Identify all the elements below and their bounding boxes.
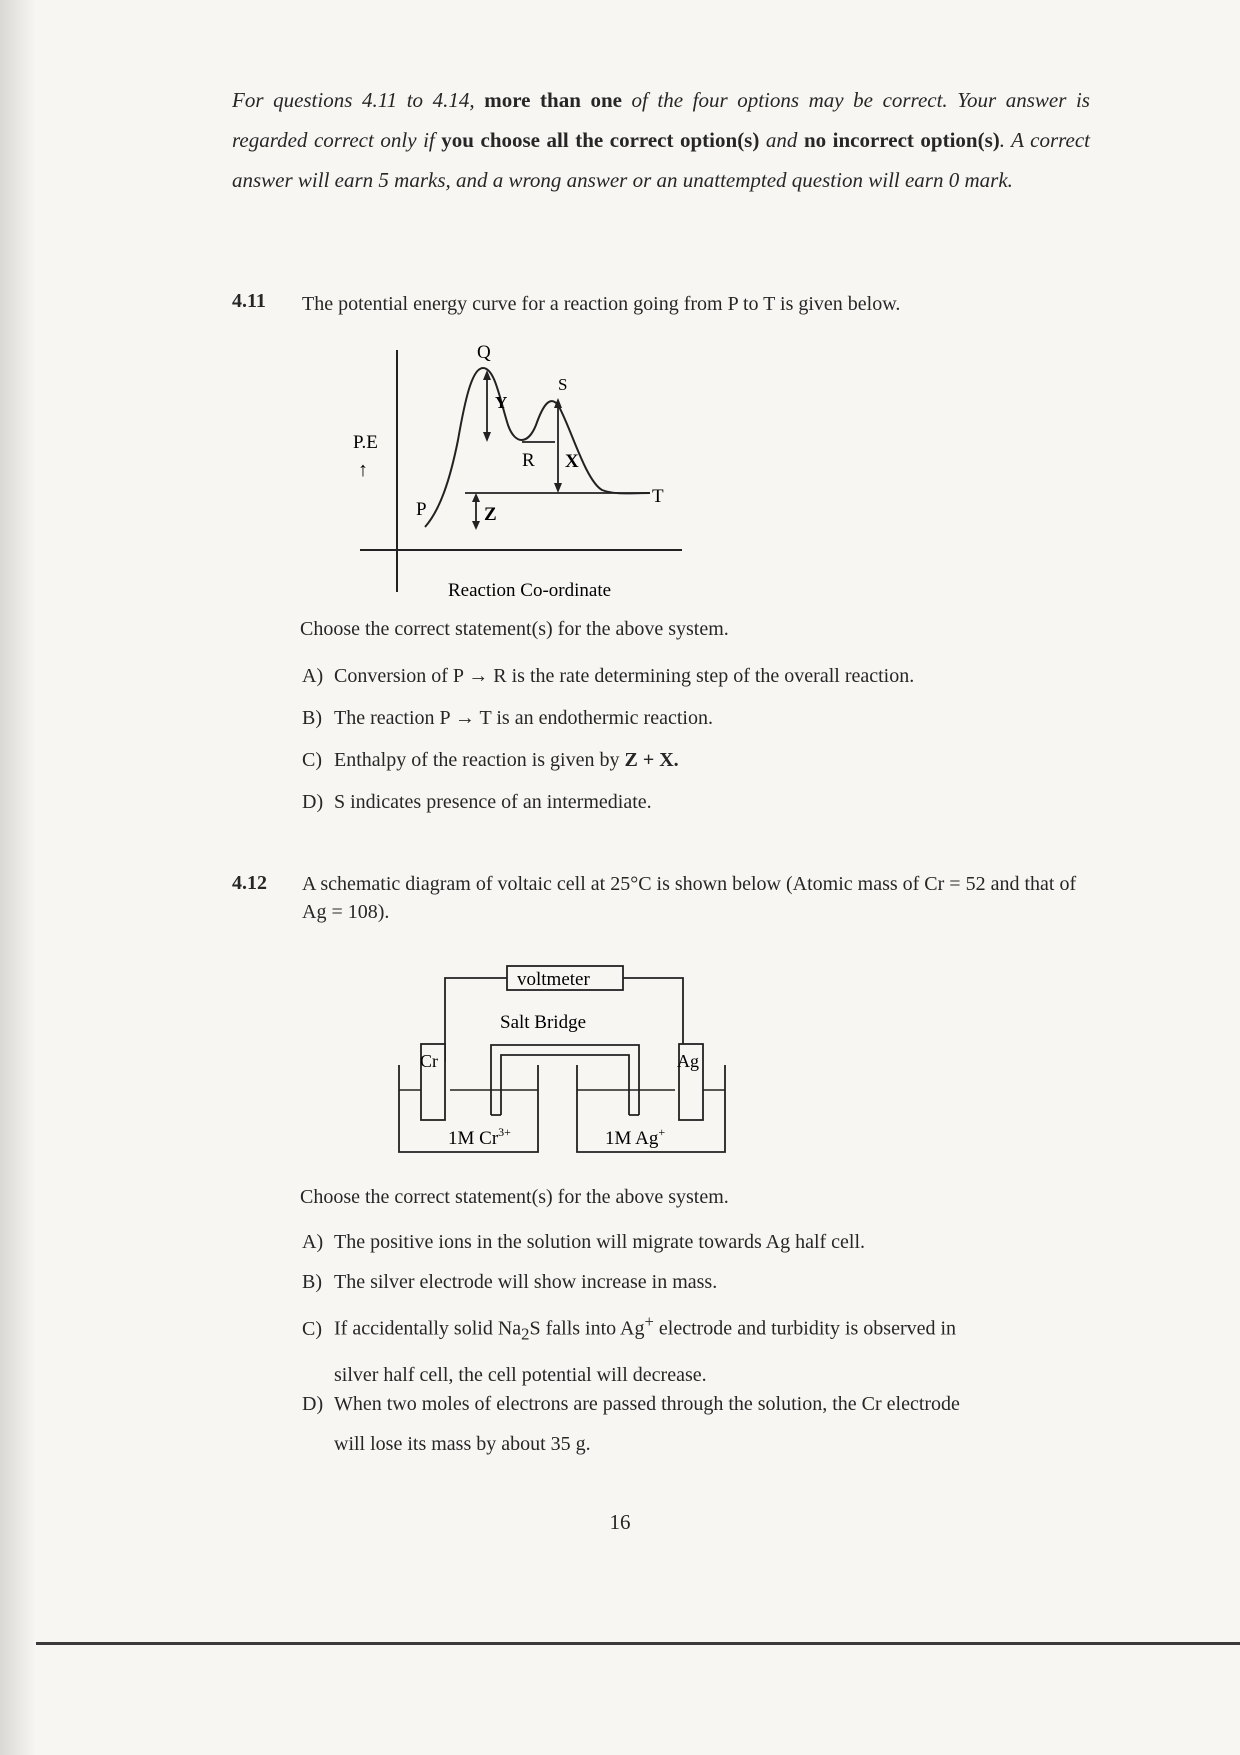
option-text: Conversion of P → R is the rate determining step of the overall reaction. xyxy=(334,665,915,687)
question-number: 4.11 xyxy=(232,290,266,312)
question-text: The potential energy curve for a reaction going from P to T is given below. xyxy=(302,293,901,315)
option-letter: A) xyxy=(302,1231,324,1253)
page-number: 16 xyxy=(609,1510,631,1534)
option-item[interactable] xyxy=(302,656,1092,696)
question-number: 4.12 xyxy=(232,872,267,894)
option-text: The silver electrode will show increase in mass. xyxy=(334,1271,718,1293)
salt-bridge-label: Salt Bridge xyxy=(500,1012,587,1033)
energy-curve xyxy=(425,368,650,527)
option-item[interactable] xyxy=(302,782,1092,822)
question-text: A schematic diagram of voltaic cell at 25°C is shown below (Atomic mass of Cr = 52 and that of Ag = 108). xyxy=(302,873,1077,923)
y-axis-label: P.E xyxy=(353,432,378,453)
salt-bridge-tube xyxy=(491,1045,639,1115)
y-axis-arrow: ↑ xyxy=(358,459,368,481)
footer-rule xyxy=(36,1642,1240,1645)
option-letter: C) xyxy=(302,749,322,771)
option-text-line2: silver half cell, the cell potential will decrease. xyxy=(334,1363,707,1386)
ag-label: Ag xyxy=(677,1051,699,1071)
option-letter: B) xyxy=(302,1271,322,1293)
option-text: S falls into Ag xyxy=(529,1317,645,1340)
instr-part: of the four options may be correct. Your answer is regarded correct only xyxy=(232,88,1090,152)
option-text: electrode and turbidity is observed in xyxy=(653,1317,957,1340)
label-R: R xyxy=(522,450,535,471)
option-letter: D) xyxy=(302,791,324,813)
instructions-paragraph xyxy=(232,80,1090,200)
voltmeter-label: voltmeter xyxy=(517,969,590,990)
question-prompt: Choose the correct statement(s) for the above system. xyxy=(300,1186,729,1208)
instr-bold: no incorrect option(s) xyxy=(803,128,1000,152)
label-Z: Z xyxy=(484,504,497,525)
option-item[interactable] xyxy=(302,1222,1092,1262)
option-text-line2: will lose its mass by about 35 g. xyxy=(334,1433,591,1455)
option-letter: A) xyxy=(302,665,324,687)
potential-energy-diagram xyxy=(340,330,730,610)
option-item[interactable] xyxy=(302,1262,1092,1302)
instr-part: and xyxy=(759,128,804,152)
option-text: Enthalpy of the reaction is given by xyxy=(334,749,625,771)
option-text: If accidentally solid Na xyxy=(334,1317,522,1340)
cr-label: Cr xyxy=(420,1051,438,1071)
option-text: When two moles of electrons are passed through the solution, the Cr electrode xyxy=(334,1393,960,1415)
label-Q: Q xyxy=(477,342,491,363)
instr-part: if xyxy=(423,128,435,152)
voltaic-cell-diagram xyxy=(395,960,735,1160)
option-bold-text: Z + X. xyxy=(624,749,679,771)
option-letter: B) xyxy=(302,707,322,729)
subscript: 2 xyxy=(521,1324,530,1344)
option-item[interactable] xyxy=(302,698,1092,738)
instr-bold: you choose all the correct option(s) xyxy=(441,128,760,152)
label-T: T xyxy=(652,486,664,507)
left-solution-label: 1M $Cr^{3+}$ xyxy=(448,1125,511,1149)
option-item[interactable] xyxy=(302,1302,1092,1395)
option-item[interactable] xyxy=(302,1384,1092,1464)
option-text: The reaction P → T is an endothermic reaction. xyxy=(334,707,713,729)
x-axis-label: Reaction Co-ordinate xyxy=(448,580,612,601)
instr-bold: more than one xyxy=(484,88,622,112)
question-prompt: Choose the correct statement(s) for the above system. xyxy=(300,618,729,640)
instr-part: For questions 4.11 to 4.14, xyxy=(232,88,485,112)
option-letter: C) xyxy=(302,1317,322,1340)
option-item[interactable] xyxy=(302,740,1092,780)
label-S: S xyxy=(558,375,568,394)
external-wire xyxy=(445,978,507,1062)
page-edge-shadow xyxy=(0,0,36,1755)
option-letter: D) xyxy=(302,1393,324,1415)
label-X: X xyxy=(565,451,579,472)
right-solution-label: 1M Ag+ xyxy=(605,1125,666,1149)
superscript: + xyxy=(644,1312,654,1331)
option-text: The positive ions in the solution will migrate towards Ag half cell. xyxy=(334,1231,866,1253)
label-P: P xyxy=(416,499,427,520)
external-wire xyxy=(623,978,683,1065)
option-text: S indicates presence of an intermediate. xyxy=(334,791,652,813)
label-Y: Y xyxy=(495,393,508,412)
instr-part: . A correct answer will earn 5 marks, and a wrong answer or an unattempted question will earn 0 mark. xyxy=(232,128,1091,192)
